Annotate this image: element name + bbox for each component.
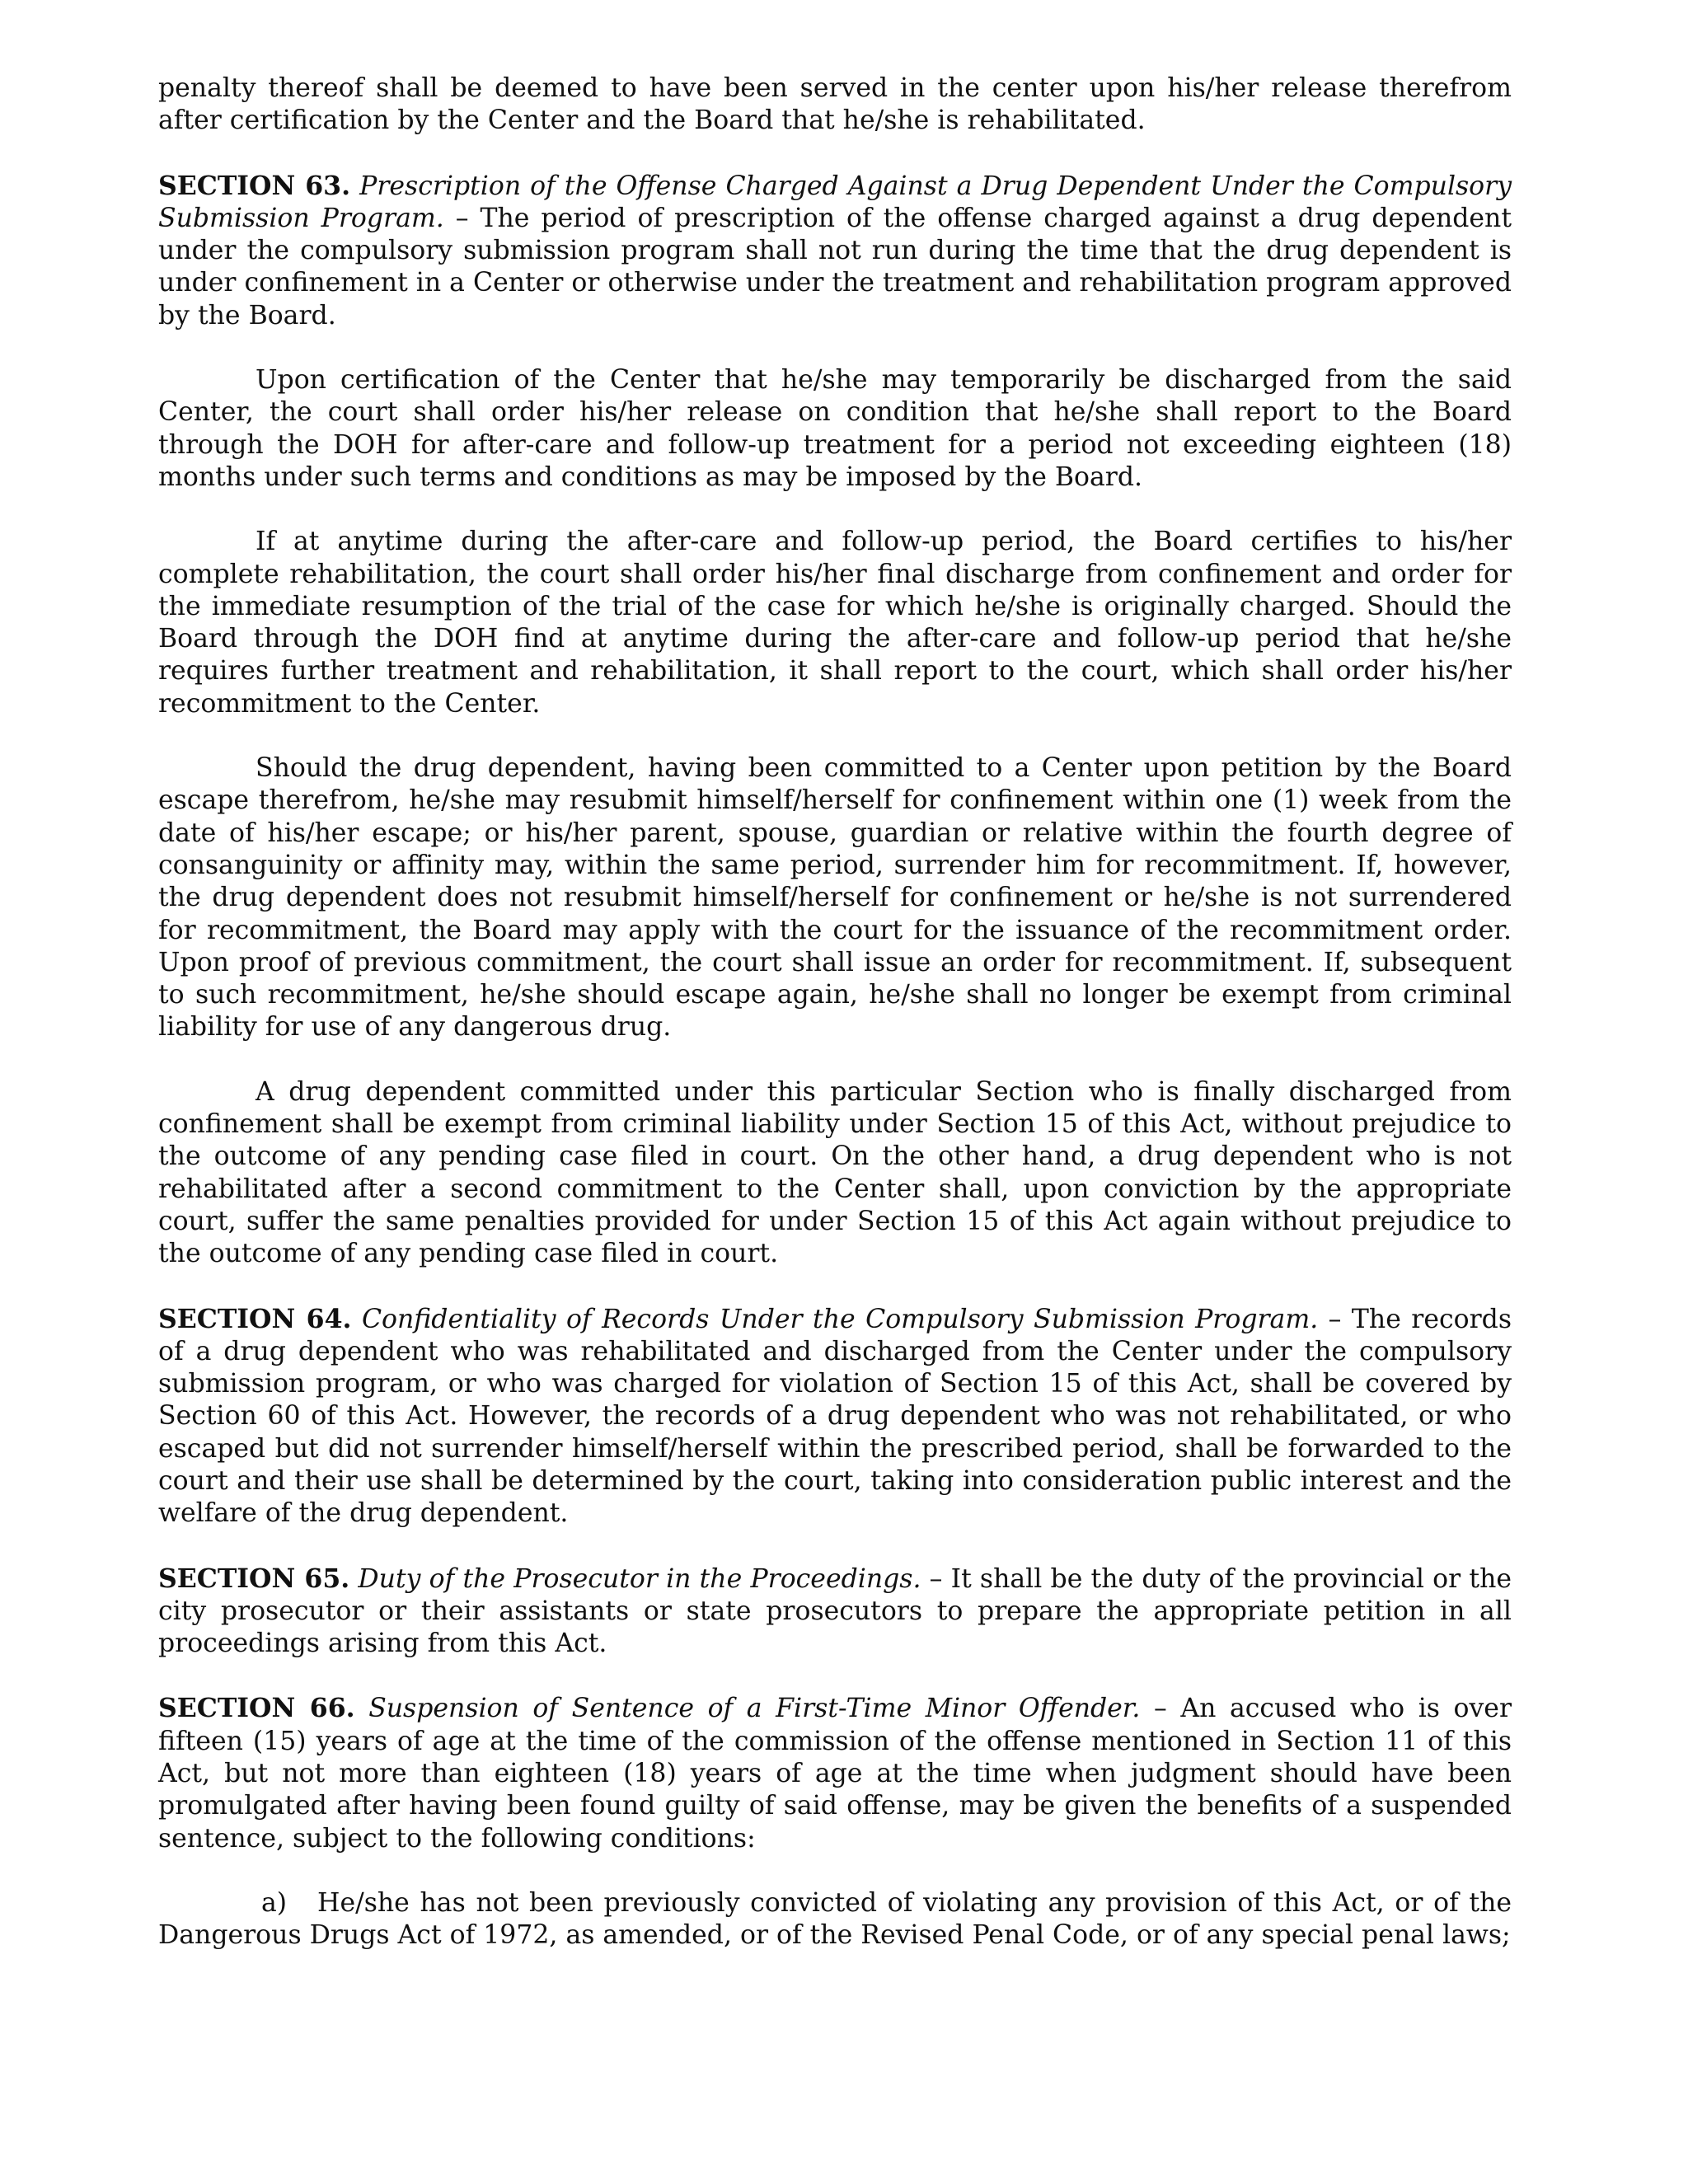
section-63-body: – The period of prescription of the offense charged against a drug dependent under the compulsory submission program shall not run during the time that the drug dependent is under confinement in a Center or otherwise under the treatment and rehabilitation program approved by the Board. — [158, 203, 1512, 330]
item-label: a) — [261, 1887, 288, 1918]
section-64-body: – The records of a drug dependent who was rehabilitated and discharged from the Center under the compulsory submission program, or who was charged for violation of Section 15 of this Act, shall be covered by Section 60 of this Act. However, the records of a drug dependent who was not rehabilitated, or who escaped but did not surrender himself/herself within the prescribed period, shall be forwarded to the court and their use shall be determined by the court, taking into consideration public interest and the welfare of the drug dependent. — [158, 1304, 1512, 1529]
section-66-paragraph — [158, 1692, 1512, 1854]
section-63-paragraph-3: Should the drug dependent, having been committed to a Center upon petition by the Board escape therefrom, he/she may resubmit himself/herself for confinement within one (1) week from the date of his/her escape; or his/her parent, spouse, guardian or relative within the fourth degree of consanguinity or affinity may, within the same period, surrender him for recommitment. If, however, the drug dependent does not resubmit himself/herself for confinement or he/she is not surrendered for recommitment, the Board may apply with the court for the issuance of the recommitment order. Upon proof of previous commitment, the court shall issue an order for recommitment. If, subsequent to such recommitment, he/she should escape again, he/she shall no longer be exempt from criminal liability for use of any dangerous drug. — [158, 753, 1512, 1043]
paragraph-continued: penalty thereof shall be deemed to have been served in the center upon his/her release therefrom after certification by the Center and the Board that he/she is rehabilitated. — [158, 73, 1512, 136]
section-63-title: Prescription of the Offense Charged Against a Drug Dependent Under the Compulsory Submission Program. — [158, 171, 1512, 233]
item-text: He/she has not been previously convicted of violating any provision of this Act, or of the Dangerous Drugs Act of 1972, as amended, or of the Revised Penal Code, or of any special penal laws; — [158, 1887, 1512, 1951]
section-63-paragraph-4: A drug dependent committed under this particular Section who is finally discharged from confinement shall be exempt from criminal liability under Section 15 of this Act, without prejudice to the outcome of any pending case filed in court. On the other hand, a drug dependent who is not rehabilitated after a second commitment to the Center shall, upon conviction by the appropriate court, suffer the same penalties provided for under Section 15 of this Act again without prejudice to the outcome of any pending case filed in court. — [158, 1076, 1512, 1269]
section-63-heading-paragraph — [158, 170, 1512, 332]
section-64-paragraph — [158, 1303, 1512, 1530]
section-63-paragraph-2: If at anytime during the after-care and follow-up period, the Board certifies to his/her complete rehabilitation, the court shall order his/her final discharge from confinement and order for the immediate resumption of the trial of the case for which he/she is originally charged. Should the Board through the DOH find at anytime during the after-care and follow-up period that he/she requires further treatment and rehabilitation, it shall report to the court, which shall order his/her recommitment to the Center. — [158, 527, 1512, 719]
section-65-number: SECTION 65. — [158, 1563, 350, 1594]
section-66-title: Suspension of Sentence of a First-Time Minor Offender. — [368, 1694, 1141, 1724]
section-66-item-a — [158, 1887, 1512, 1952]
section-66-number: SECTION 66. — [158, 1693, 355, 1724]
section-65-paragraph — [158, 1563, 1512, 1661]
section-64-title: Confidentiality of Records Under the Compulsory Submission Program. — [361, 1304, 1319, 1334]
section-63-paragraph-1: Upon certification of the Center that he/she may temporarily be discharged from the said Center, the court shall order his/her release on condition that he/she shall report to the Board through the DOH for after-care and follow-up treatment for a period not exceeding eighteen (18) months under such terms and conditions as may be imposed by the Board. — [158, 365, 1512, 492]
section-66-body: – An accused who is over fifteen (15) years of age at the time of the commission of the offense mentioned in Section 11 of this Act, but not more than eighteen (18) years of age at the time when judgment should have been promulgated after having been found guilty of said offense, may be given the benefits of a suspended sentence, subject to the following conditions: — [158, 1694, 1512, 1854]
section-64-number: SECTION 64. — [158, 1303, 352, 1334]
section-65-title: Duty of the Prosecutor in the Proceedings. — [358, 1563, 921, 1594]
section-63-number: SECTION 63. — [158, 170, 351, 201]
section-65-body: – It shall be the duty of the provincial or the city prosecutor or their assistants or state prosecutors to prepare the appropriate petition in all proceedings arising from this Act. — [158, 1563, 1512, 1659]
